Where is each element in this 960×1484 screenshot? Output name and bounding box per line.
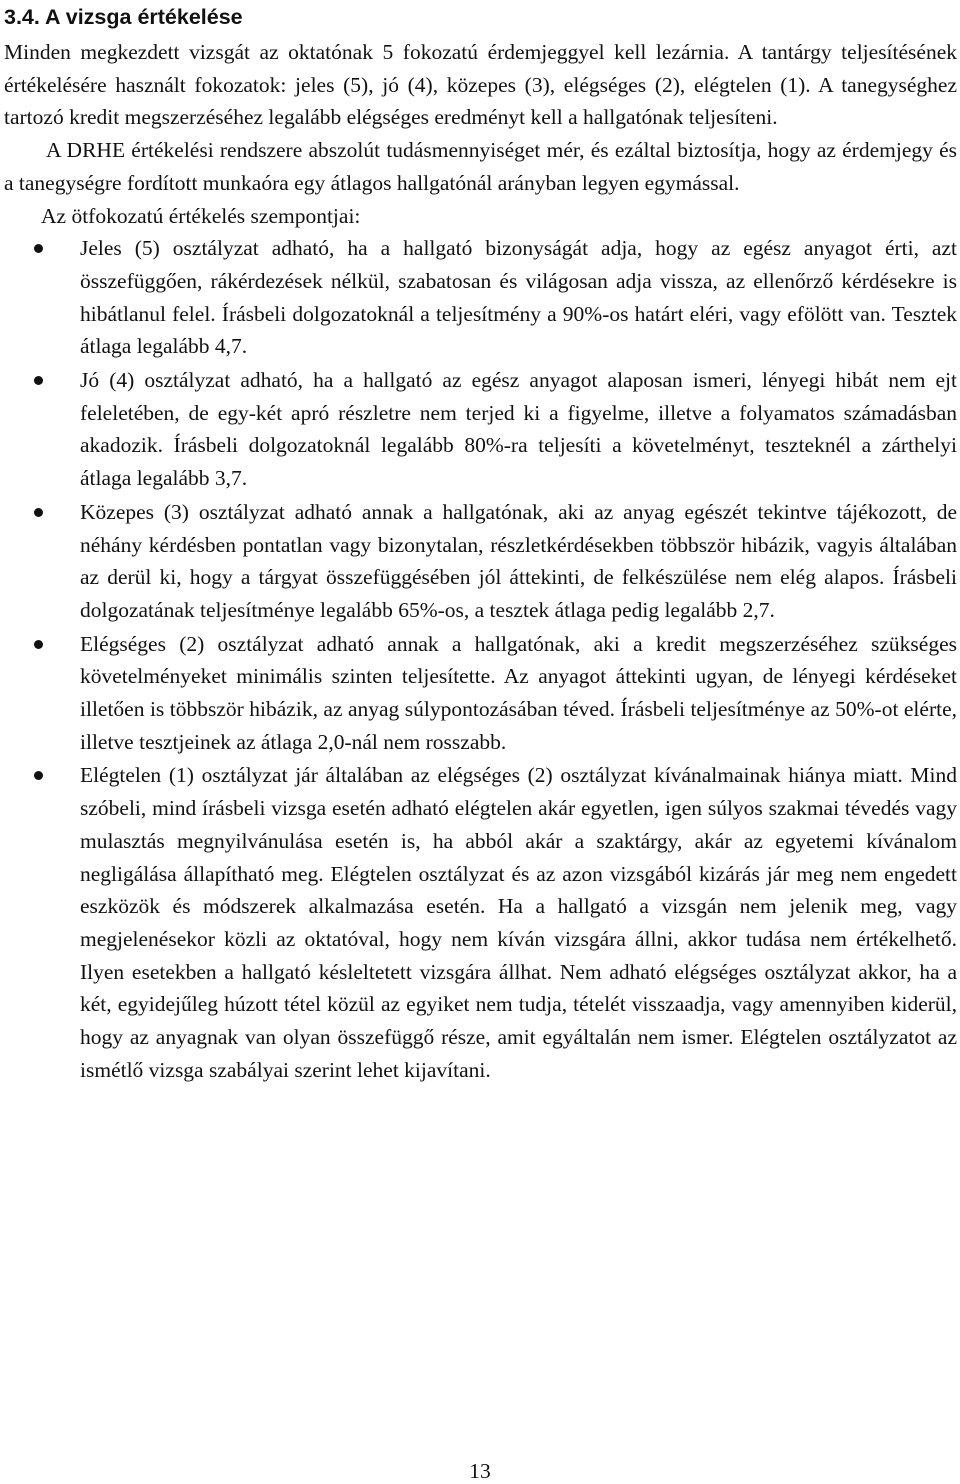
list-item-grade-4 bbox=[4, 364, 957, 495]
list-item-grade-2 bbox=[4, 628, 957, 759]
bullet-icon bbox=[34, 376, 43, 385]
page-number: 13 bbox=[469, 1459, 491, 1483]
section-heading: 3.4. A vizsga értékelése bbox=[4, 5, 243, 29]
bullet-icon bbox=[34, 508, 43, 517]
bullet-icon bbox=[34, 640, 43, 649]
list-item-grade-5 bbox=[4, 232, 957, 363]
grade-2-text: Elégséges (2) osztályzat adható annak a hallgatónak, aki a kredit megszerzéséhez szükséges követelményeket minimális szinten teljesítette. Az anyagot áttekinti ugyan, de lényegi kérdéseket illetően is többször hibázik, az anyag súlypontozásában téved. Írásbeli teljesítménye az 50%-ot elérte, illetve tesztjeinek az átlaga 2,0-nál nem rosszabb. bbox=[80, 631, 957, 754]
criteria-lead: Az ötfokozatú értékelés szempontjai: bbox=[41, 203, 361, 228]
grade-5-text: Jeles (5) osztályzat adható, ha a hallgató bizonyságát adja, hogy az egész anyagot érti, azt összefüggően, rákérdezések nélkül, szabatosan és világosan adja vissza, az ellenőrző kérdésekre is hibátlanul felel. Írásbeli dolgozatoknál a teljesítmény a 90%-os határt eléri, vagy efölött van. Tesztek átlaga legalább 4,7. bbox=[80, 236, 957, 359]
grade-1-text: Elégtelen (1) osztályzat jár általában az elégséges (2) osztályzat kívánalmainak hiánya miatt. Mind szóbeli, mind írásbeli vizsga esetén adható elégtelen akár egyetlen, igen súlyos szakmai tévedés vagy mulasztás megnyilvánulása esetén is, ha abból akár a szaktárgy, akár az egyetemi kívánalom negligálása állapítható meg. Elégtelen osztályzat és az azon vizsgából kizárás jár meg nem engedett eszközök és módszerek alkalmazása esetén. Ha a hallgató a vizsgán nem jelenik meg, vagy megjelenésekor közli az oktatóval, hogy nem kíván vizsgára állni, akkor tudása nem értékelhető. Ilyen esetekben a hallgató késleltetett vizsgára állhat. Nem adható elégséges osztályzat akkor, ha a két, egyidejűleg húzott tétel közül az egyiket nem tudja, tételét visszaadja, vagy amennyiben kiderül, hogy az anyagnak van olyan összefüggő része, amit egyáltalán nem ismer. Elégtelen osztályzatot az ismétlő vizsga szabályai szerint lehet kijavítani. bbox=[80, 763, 957, 1082]
drhe-paragraph: A DRHE értékelési rendszere abszolút tudásmennyiséget mér, és ezáltal biztosítja, hogy az érdemjegy és a tanegységre fordított munkaóra egy átlagos hallgatónál arányban legyen egymással. bbox=[4, 138, 957, 195]
bullet-icon bbox=[34, 244, 43, 253]
intro-paragraph: Minden megkezdett vizsgát az oktatónak 5 fokozatú érdemjeggyel kell lezárnia. A tantárgy teljesítésének értékelésére használt fokozatok: jeles (5), jó (4), közepes (3), elégséges (2), elégtelen (1). A tanegységhez tartozó kredit megszerzéséhez legalább elégséges eredményt kell a hallgatónak teljesíteni. bbox=[4, 40, 957, 130]
list-item-grade-1 bbox=[4, 759, 957, 1086]
list-item-grade-3 bbox=[4, 496, 957, 627]
grade-3-text: Közepes (3) osztályzat adható annak a hallgatónak, aki az anyag egészét tekintve tájékozott, de néhány kérdésben pontatlan vagy bizonytalan, részletkérdésekben többször hibázik, vagyis általában az derül ki, hogy a tárgyat összefüggésében jól áttekinti, de felkészülése nem elég alapos. Írásbeli dolgozatának teljesítménye legalább 65%-os, a tesztek átlaga pedig legalább 2,7. bbox=[80, 499, 957, 622]
grade-4-text: Jó (4) osztályzat adható, ha a hallgató az egész anyagot alaposan ismeri, lényegi hibát nem ejt feleletében, de egy-két apró részletre nem terjed ki a figyelme, illetve a folyamatos számadásban akadozik. Írásbeli dolgozatoknál legalább 80%-ra teljesíti a követelményt, teszteknél a zárthelyi átlaga legalább 3,7. bbox=[80, 368, 957, 491]
grade-criteria-list bbox=[4, 232, 957, 1086]
document-page bbox=[4, 0, 957, 1088]
bullet-icon bbox=[34, 771, 43, 780]
